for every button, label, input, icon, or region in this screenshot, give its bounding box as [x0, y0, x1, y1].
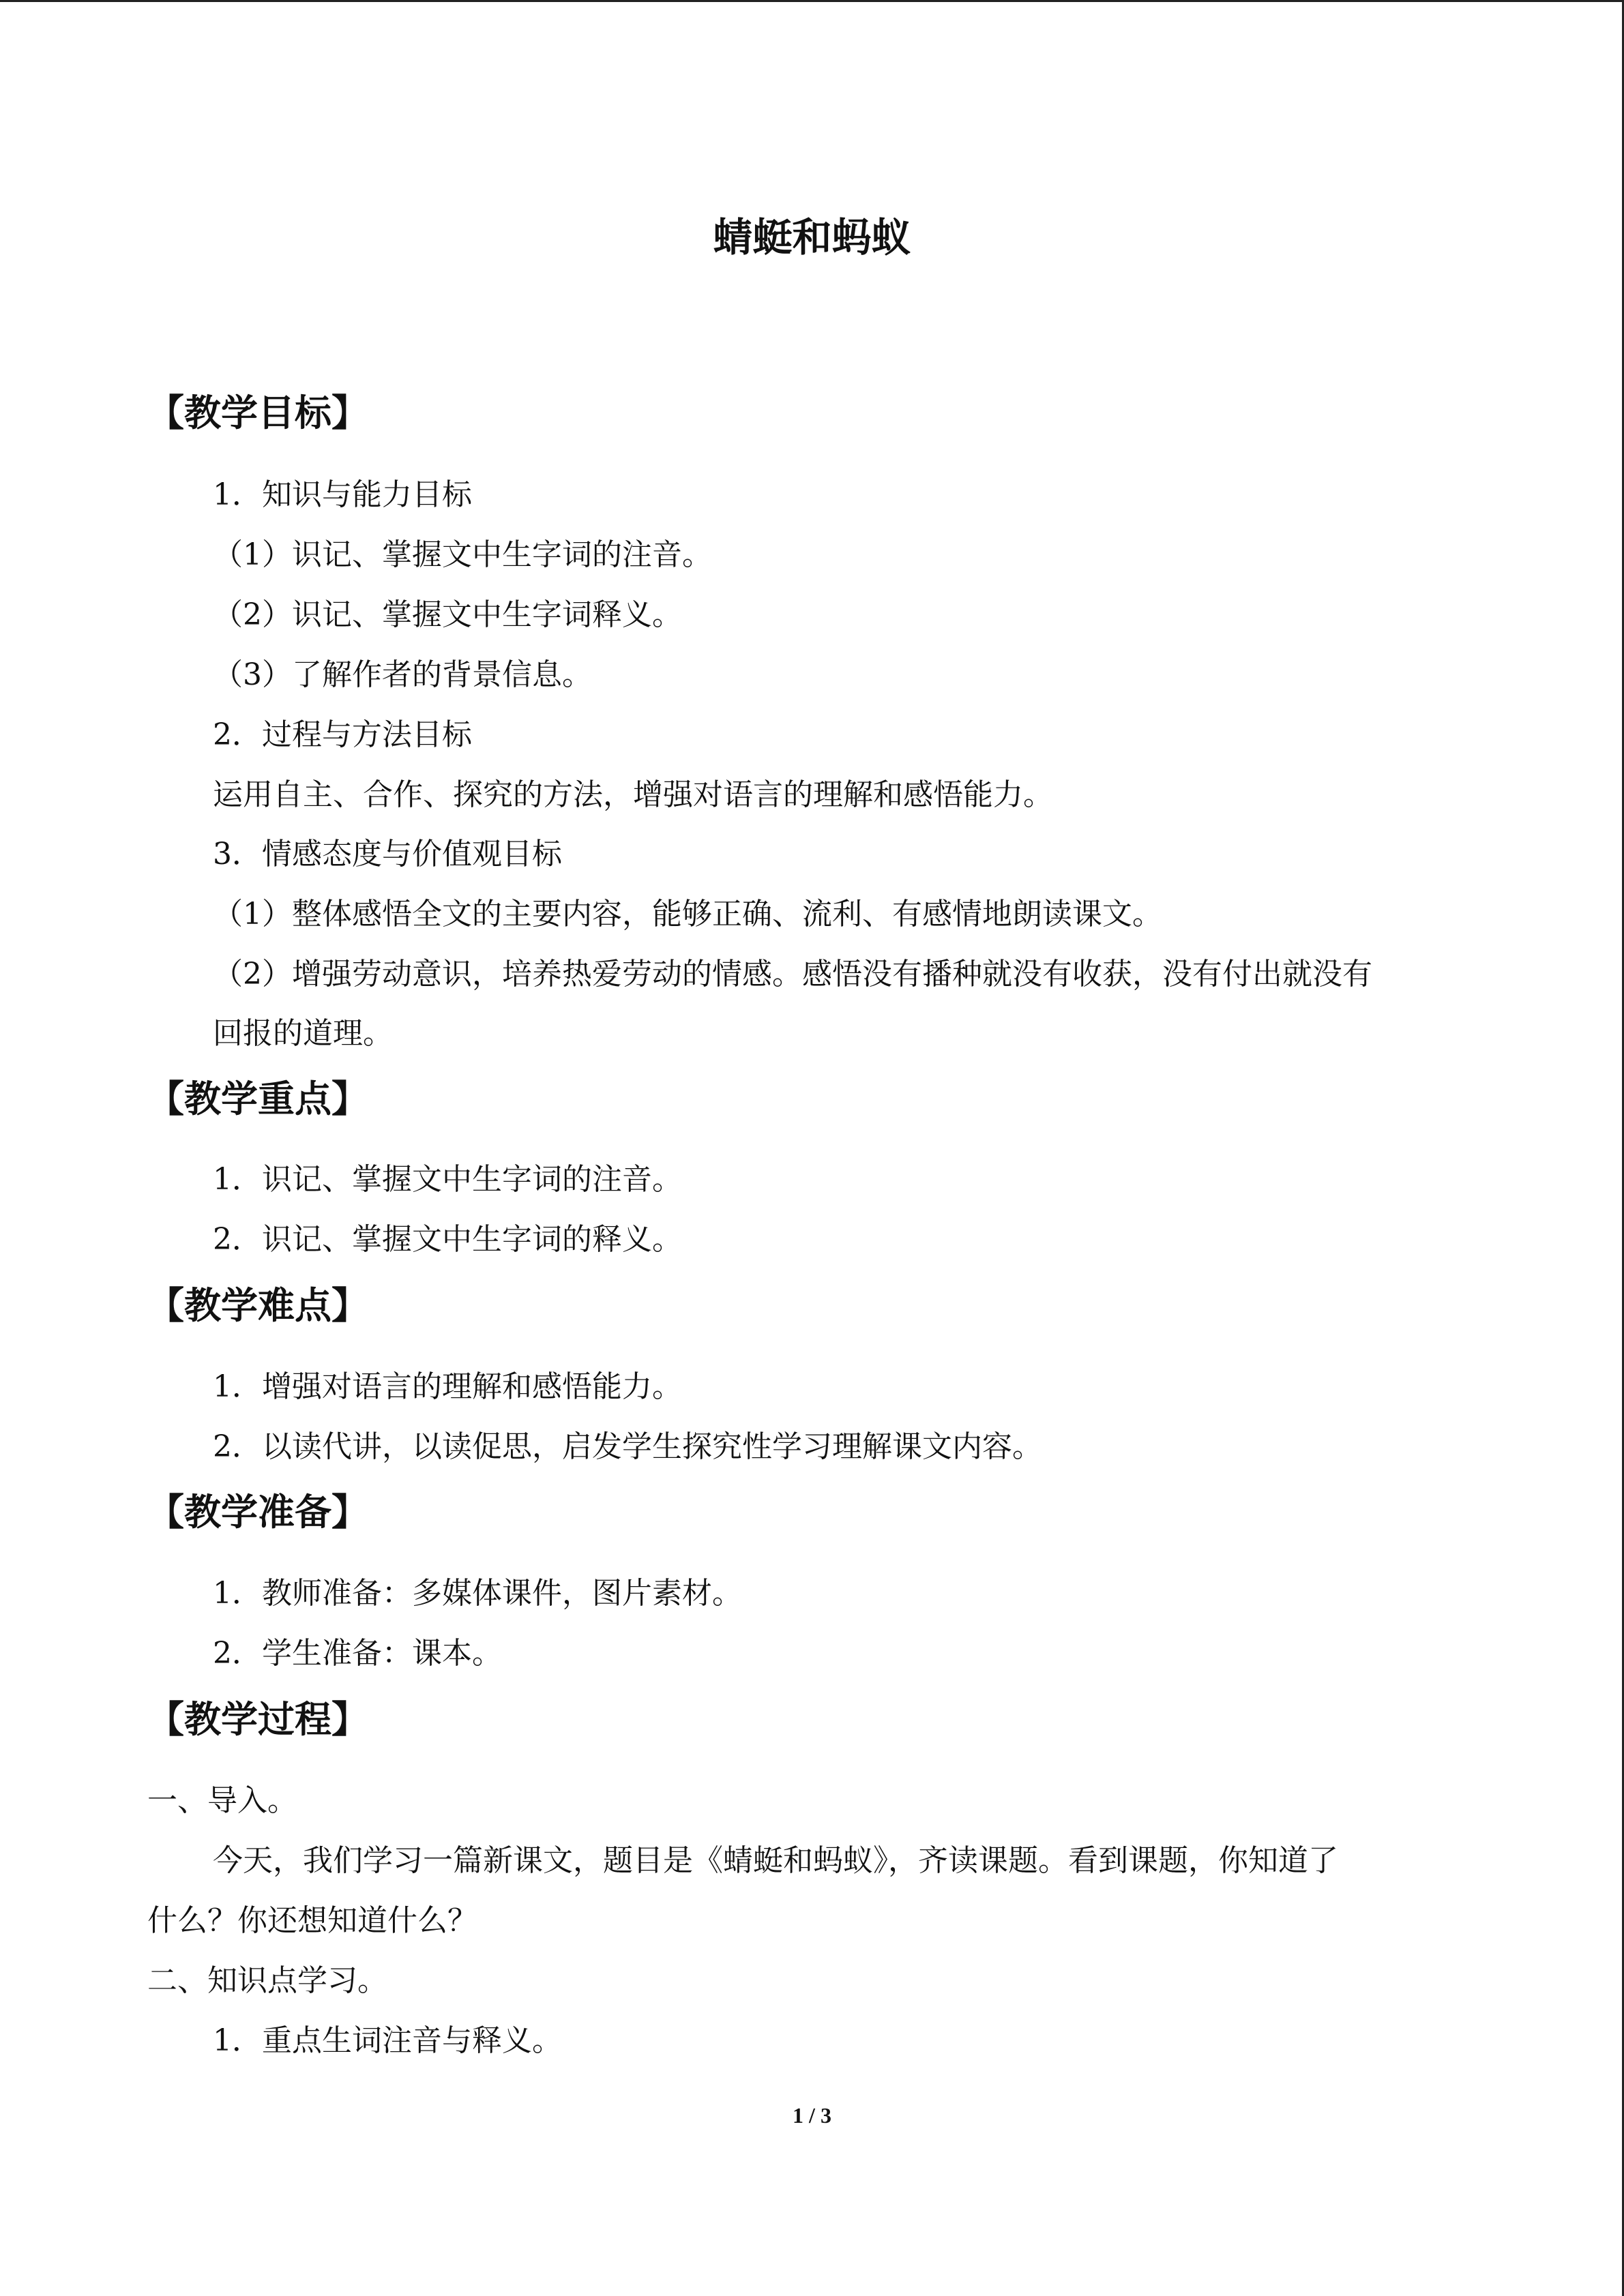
- objective-line: （2）识记、掌握文中生字词释义。: [213, 597, 682, 632]
- preparation-line: 2．学生准备：课本。: [213, 1636, 502, 1671]
- difficulty-line: 2．以读代讲，以读促思，启发学生探究性学习理解课文内容。: [213, 1429, 1042, 1464]
- objective-line: 3．情感态度与价值观目标: [213, 837, 562, 871]
- section-heading-objectives: 【教学目标】: [147, 391, 368, 434]
- difficulty-line: 1．增强对语言的理解和感悟能力。: [213, 1369, 682, 1404]
- objective-line: （1）整体感悟全文的主要内容，能够正确、流利、有感情地朗读课文。: [213, 897, 1162, 931]
- key-point-line: 2．识记、掌握文中生字词的释义。: [213, 1222, 682, 1257]
- document-title: 蜻蜓和蚂蚁: [713, 214, 911, 260]
- process-line: 1．重点生词注音与释义。: [213, 2023, 562, 2058]
- objective-line: （2）增强劳动意识，培养热爱劳动的情感。感悟没有播种就没有收获，没有付出就没有: [213, 957, 1372, 992]
- section-heading-process: 【教学过程】: [147, 1698, 368, 1741]
- page-number: 1 / 3: [793, 2103, 831, 2128]
- objective-line: 1．知识与能力目标: [213, 477, 472, 512]
- objective-line: （1）识记、掌握文中生字词的注音。: [213, 537, 712, 572]
- objective-line: 2．过程与方法目标: [213, 717, 472, 752]
- key-point-line: 1．识记、掌握文中生字词的注音。: [213, 1162, 682, 1197]
- section-heading-preparation: 【教学准备】: [147, 1491, 368, 1534]
- process-line: 二、知识点学习。: [147, 1963, 387, 1998]
- process-line: 一、导入。: [147, 1783, 297, 1818]
- top-border-line: [0, 0, 1624, 2]
- objective-line: 回报的道理。: [213, 1016, 393, 1051]
- objective-line: （3）了解作者的背景信息。: [213, 657, 592, 692]
- process-line: 什么？你还想知道什么？: [147, 1903, 477, 1938]
- section-heading-key-points: 【教学重点】: [147, 1077, 368, 1120]
- preparation-line: 1．教师准备：多媒体课件，图片素材。: [213, 1576, 742, 1611]
- process-line: 今天，我们学习一篇新课文，题目是《蜻蜓和蚂蚁》，齐读课题。看到课题，你知道了: [213, 1843, 1338, 1878]
- objective-line: 运用自主、合作、探究的方法，增强对语言的理解和感悟能力。: [213, 777, 1053, 812]
- section-heading-difficulties: 【教学难点】: [147, 1284, 368, 1327]
